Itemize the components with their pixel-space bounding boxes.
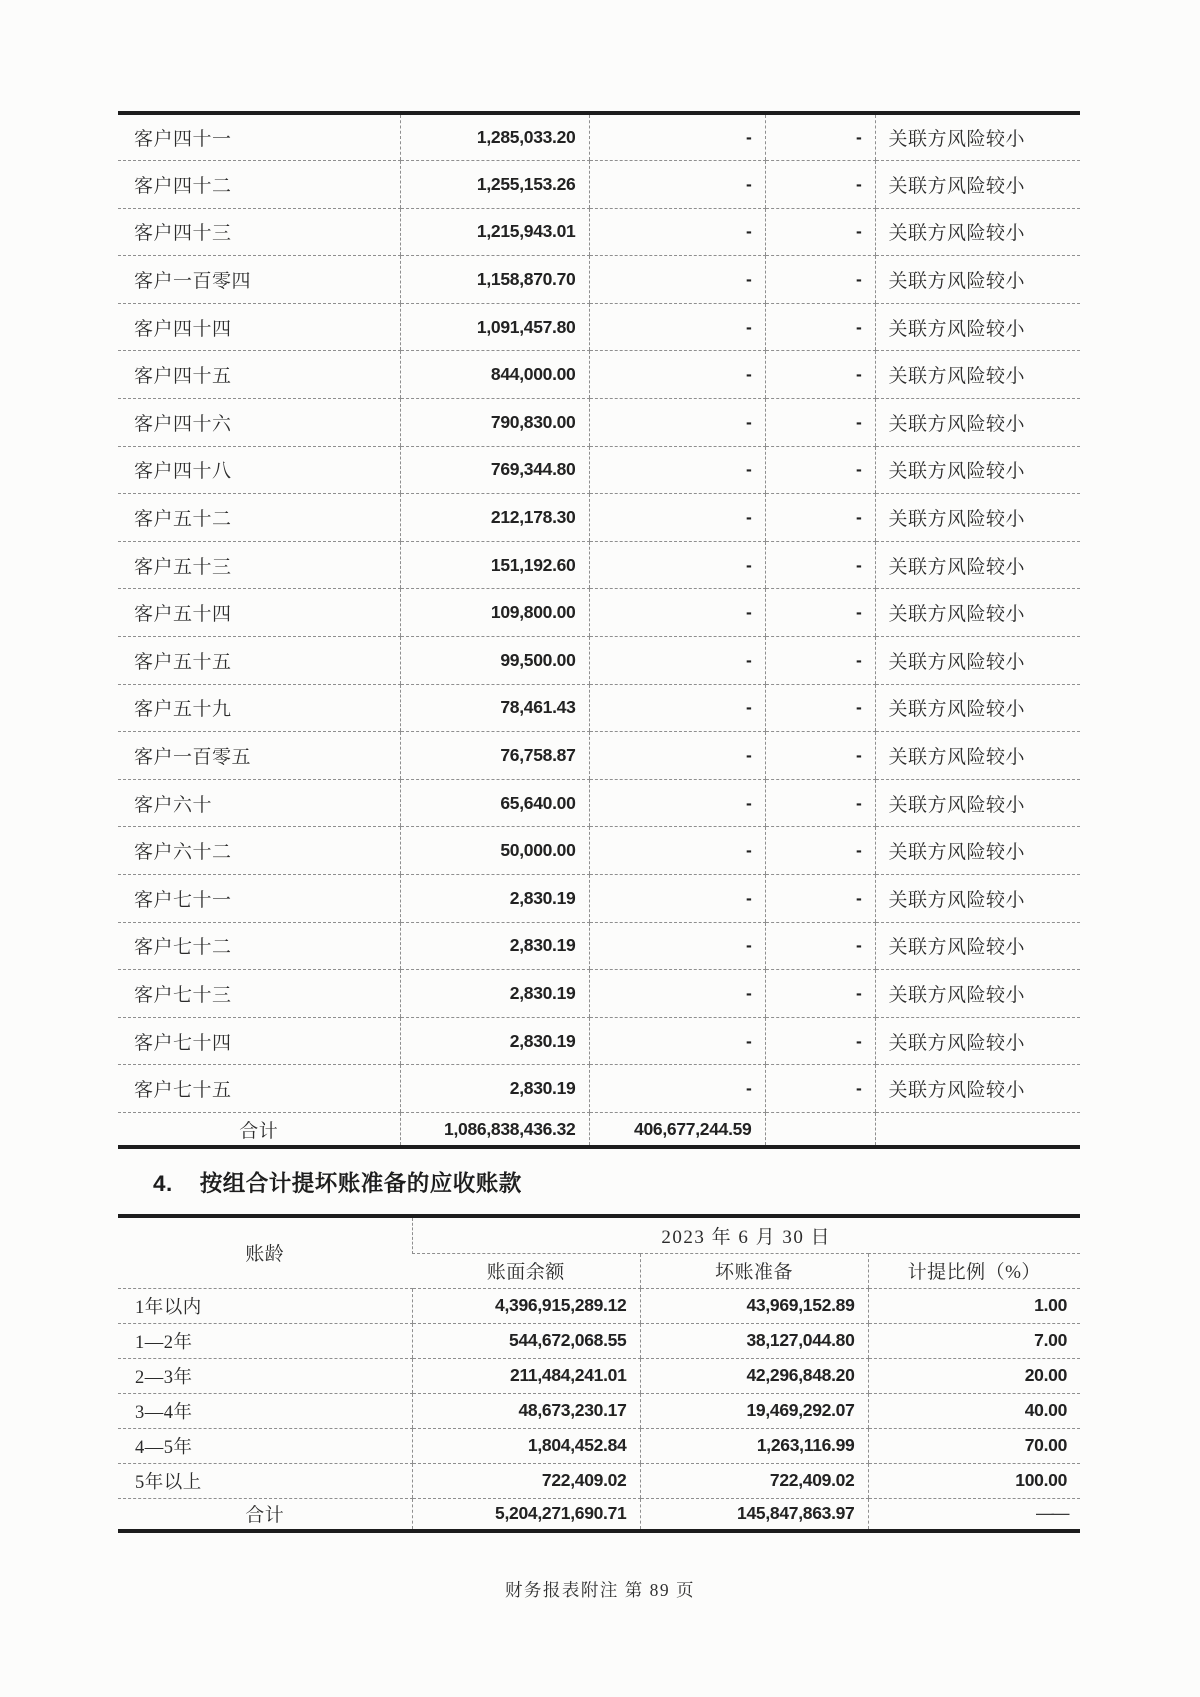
ratio-dash-cell: - bbox=[765, 161, 875, 209]
table-row bbox=[118, 303, 1080, 351]
balance-cell: 1,285,033.20 bbox=[400, 113, 589, 161]
customer-name-cell: 客户六十 bbox=[118, 779, 400, 827]
date-header-cell: 2023 年 6 月 30 日 bbox=[412, 1216, 1080, 1253]
ratio-dash-cell: - bbox=[765, 922, 875, 970]
ratio-dash-cell: - bbox=[765, 256, 875, 304]
balance-cell: 2,830.19 bbox=[400, 922, 589, 970]
ratio-dash-cell: - bbox=[765, 732, 875, 780]
balance-cell: 790,830.00 bbox=[400, 399, 589, 447]
total-provision-cell: 145,847,863.97 bbox=[640, 1498, 868, 1531]
ratio-cell: 40.00 bbox=[868, 1393, 1080, 1428]
aging-cell: 4—5年 bbox=[118, 1428, 412, 1463]
provision-cell: 19,469,292.07 bbox=[640, 1393, 868, 1428]
ratio-dash-cell: - bbox=[765, 351, 875, 399]
customer-name-cell: 客户六十二 bbox=[118, 827, 400, 875]
provision-dash-cell: - bbox=[589, 875, 765, 923]
note-cell: 关联方风险较小 bbox=[875, 541, 1080, 589]
aging-cell: 1—2年 bbox=[118, 1323, 412, 1358]
table-row bbox=[118, 399, 1080, 447]
provision-dash-cell: - bbox=[589, 351, 765, 399]
note-cell: 关联方风险较小 bbox=[875, 637, 1080, 685]
table-row bbox=[118, 494, 1080, 542]
note-cell: 关联方风险较小 bbox=[875, 161, 1080, 209]
table-row bbox=[118, 970, 1080, 1018]
balance-cell: 48,673,230.17 bbox=[412, 1393, 640, 1428]
table2-header-row-1 bbox=[118, 1216, 1080, 1253]
customer-name-cell: 客户五十五 bbox=[118, 637, 400, 685]
customer-name-cell: 客户七十二 bbox=[118, 922, 400, 970]
note-cell: 关联方风险较小 bbox=[875, 351, 1080, 399]
ratio-cell: 1.00 bbox=[868, 1288, 1080, 1323]
provision-cell: 722,409.02 bbox=[640, 1463, 868, 1498]
provision-dash-cell: - bbox=[589, 922, 765, 970]
aging-cell: 2—3年 bbox=[118, 1358, 412, 1393]
table-row bbox=[118, 1065, 1080, 1113]
ratio-dash-cell: - bbox=[765, 684, 875, 732]
table1-body bbox=[118, 113, 1080, 1147]
table1-total-row bbox=[118, 1112, 1080, 1147]
ratio-dash-cell: - bbox=[765, 541, 875, 589]
provision-cell: 42,296,848.20 bbox=[640, 1358, 868, 1393]
provision-dash-cell: - bbox=[589, 637, 765, 685]
table-row bbox=[118, 922, 1080, 970]
aging-header-cell: 账龄 bbox=[118, 1216, 412, 1288]
ratio-dash-cell: - bbox=[765, 446, 875, 494]
table-row bbox=[118, 351, 1080, 399]
ratio-dash-cell: - bbox=[765, 1017, 875, 1065]
provision-cell: 38,127,044.80 bbox=[640, 1323, 868, 1358]
note-cell: 关联方风险较小 bbox=[875, 303, 1080, 351]
balance-cell: 50,000.00 bbox=[400, 827, 589, 875]
ratio-dash-cell: - bbox=[765, 208, 875, 256]
balance-cell: 2,830.19 bbox=[400, 1065, 589, 1113]
table-row bbox=[118, 208, 1080, 256]
note-cell: 关联方风险较小 bbox=[875, 1017, 1080, 1065]
table-row bbox=[118, 732, 1080, 780]
ratio-header-cell: 计提比例（%） bbox=[868, 1253, 1080, 1288]
table2-body bbox=[118, 1216, 1080, 1531]
table-row bbox=[118, 1017, 1080, 1065]
customer-name-cell: 客户七十四 bbox=[118, 1017, 400, 1065]
table2-total-row bbox=[118, 1498, 1080, 1531]
table-row bbox=[118, 256, 1080, 304]
table-row bbox=[118, 1288, 1080, 1323]
customer-name-cell: 客户一百零四 bbox=[118, 256, 400, 304]
ratio-cell: 20.00 bbox=[868, 1358, 1080, 1393]
table-row bbox=[118, 684, 1080, 732]
customer-name-cell: 客户四十五 bbox=[118, 351, 400, 399]
table-row bbox=[118, 779, 1080, 827]
section-title: 按组合计提坏账准备的应收账款 bbox=[199, 1171, 522, 1196]
balance-cell: 1,804,452.84 bbox=[412, 1428, 640, 1463]
ratio-dash-cell: - bbox=[765, 494, 875, 542]
ratio-dash-cell: - bbox=[765, 1065, 875, 1113]
ratio-dash-cell: - bbox=[765, 779, 875, 827]
provision-cell: 1,263,116.99 bbox=[640, 1428, 868, 1463]
ratio-dash-cell: - bbox=[765, 589, 875, 637]
note-cell: 关联方风险较小 bbox=[875, 827, 1080, 875]
related-party-receivables-table bbox=[118, 111, 1080, 1149]
provision-dash-cell: - bbox=[589, 113, 765, 161]
table-row bbox=[118, 541, 1080, 589]
total-note-cell bbox=[875, 1112, 1080, 1147]
customer-name-cell: 客户四十六 bbox=[118, 399, 400, 447]
customer-name-cell: 客户一百零五 bbox=[118, 732, 400, 780]
provision-dash-cell: - bbox=[589, 303, 765, 351]
provision-dash-cell: - bbox=[589, 684, 765, 732]
provision-dash-cell: - bbox=[589, 1017, 765, 1065]
note-cell: 关联方风险较小 bbox=[875, 779, 1080, 827]
balance-cell: 1,091,457.80 bbox=[400, 303, 589, 351]
aging-cell: 5年以上 bbox=[118, 1463, 412, 1498]
note-cell: 关联方风险较小 bbox=[875, 589, 1080, 637]
balance-cell: 1,158,870.70 bbox=[400, 256, 589, 304]
total-balance-cell: 1,086,838,436.32 bbox=[400, 1112, 589, 1147]
total-ratio-cell bbox=[765, 1112, 875, 1147]
balance-cell: 109,800.00 bbox=[400, 589, 589, 637]
customer-name-cell: 客户五十九 bbox=[118, 684, 400, 732]
note-cell: 关联方风险较小 bbox=[875, 684, 1080, 732]
provision-dash-cell: - bbox=[589, 970, 765, 1018]
provision-dash-cell: - bbox=[589, 161, 765, 209]
table-row bbox=[118, 827, 1080, 875]
customer-name-cell: 客户四十一 bbox=[118, 113, 400, 161]
customer-name-cell: 客户四十三 bbox=[118, 208, 400, 256]
customer-name-cell: 客户五十三 bbox=[118, 541, 400, 589]
balance-cell: 151,192.60 bbox=[400, 541, 589, 589]
provision-dash-cell: - bbox=[589, 732, 765, 780]
ratio-cell: 7.00 bbox=[868, 1323, 1080, 1358]
balance-cell: 1,255,153.26 bbox=[400, 161, 589, 209]
aging-cell: 3—4年 bbox=[118, 1393, 412, 1428]
table-row bbox=[118, 113, 1080, 161]
customer-name-cell: 客户四十二 bbox=[118, 161, 400, 209]
table-row bbox=[118, 1428, 1080, 1463]
note-cell: 关联方风险较小 bbox=[875, 113, 1080, 161]
ratio-dash-cell: - bbox=[765, 875, 875, 923]
note-cell: 关联方风险较小 bbox=[875, 875, 1080, 923]
section-number: 4. bbox=[153, 1171, 173, 1196]
table-row bbox=[118, 1463, 1080, 1498]
balance-cell: 65,640.00 bbox=[400, 779, 589, 827]
ratio-cell: 100.00 bbox=[868, 1463, 1080, 1498]
note-cell: 关联方风险较小 bbox=[875, 970, 1080, 1018]
provision-dash-cell: - bbox=[589, 399, 765, 447]
balance-cell: 2,830.19 bbox=[400, 970, 589, 1018]
provision-dash-cell: - bbox=[589, 494, 765, 542]
customer-name-cell: 客户五十二 bbox=[118, 494, 400, 542]
ratio-dash-cell: - bbox=[765, 637, 875, 685]
note-cell: 关联方风险较小 bbox=[875, 208, 1080, 256]
balance-cell: 4,396,915,289.12 bbox=[412, 1288, 640, 1323]
customer-name-cell: 客户五十四 bbox=[118, 589, 400, 637]
balance-cell: 211,484,241.01 bbox=[412, 1358, 640, 1393]
provision-dash-cell: - bbox=[589, 446, 765, 494]
section-heading bbox=[153, 1166, 522, 1198]
balance-cell: 722,409.02 bbox=[412, 1463, 640, 1498]
aging-analysis-table bbox=[118, 1214, 1080, 1533]
provision-cell: 43,969,152.89 bbox=[640, 1288, 868, 1323]
note-cell: 关联方风险较小 bbox=[875, 399, 1080, 447]
balance-cell: 844,000.00 bbox=[400, 351, 589, 399]
provision-dash-cell: - bbox=[589, 208, 765, 256]
provision-dash-cell: - bbox=[589, 589, 765, 637]
table-row bbox=[118, 1393, 1080, 1428]
provision-dash-cell: - bbox=[589, 827, 765, 875]
balance-cell: 769,344.80 bbox=[400, 446, 589, 494]
total-balance-cell: 5,204,271,690.71 bbox=[412, 1498, 640, 1531]
total-label-cell: 合计 bbox=[245, 1505, 285, 1527]
customer-name-cell: 客户七十一 bbox=[118, 875, 400, 923]
note-cell: 关联方风险较小 bbox=[875, 494, 1080, 542]
provision-header-cell: 坏账准备 bbox=[640, 1253, 868, 1288]
provision-dash-cell: - bbox=[589, 541, 765, 589]
note-cell: 关联方风险较小 bbox=[875, 922, 1080, 970]
total-provision-cell: 406,677,244.59 bbox=[589, 1112, 765, 1147]
ratio-dash-cell: - bbox=[765, 970, 875, 1018]
balance-cell: 76,758.87 bbox=[400, 732, 589, 780]
page-footer: 财务报表附注 第 89 页 bbox=[504, 1580, 696, 1600]
customer-name-cell: 客户四十八 bbox=[118, 446, 400, 494]
balance-cell: 78,461.43 bbox=[400, 684, 589, 732]
provision-dash-cell: - bbox=[589, 256, 765, 304]
balance-cell: 212,178.30 bbox=[400, 494, 589, 542]
table-row bbox=[118, 1323, 1080, 1358]
ratio-dash-cell: - bbox=[765, 113, 875, 161]
note-cell: 关联方风险较小 bbox=[875, 732, 1080, 780]
table-row bbox=[118, 161, 1080, 209]
total-ratio-cell: —— bbox=[868, 1498, 1080, 1531]
ratio-dash-cell: - bbox=[765, 399, 875, 447]
balance-header-cell: 账面余额 bbox=[412, 1253, 640, 1288]
balance-cell: 2,830.19 bbox=[400, 875, 589, 923]
balance-cell: 99,500.00 bbox=[400, 637, 589, 685]
provision-dash-cell: - bbox=[589, 1065, 765, 1113]
balance-cell: 2,830.19 bbox=[400, 1017, 589, 1065]
table-row bbox=[118, 589, 1080, 637]
note-cell: 关联方风险较小 bbox=[875, 446, 1080, 494]
balance-cell: 544,672,068.55 bbox=[412, 1323, 640, 1358]
note-cell: 关联方风险较小 bbox=[875, 1065, 1080, 1113]
table-row bbox=[118, 1358, 1080, 1393]
ratio-dash-cell: - bbox=[765, 303, 875, 351]
balance-cell: 1,215,943.01 bbox=[400, 208, 589, 256]
ratio-cell: 70.00 bbox=[868, 1428, 1080, 1463]
ratio-dash-cell: - bbox=[765, 827, 875, 875]
table-row bbox=[118, 637, 1080, 685]
table-row bbox=[118, 446, 1080, 494]
note-cell: 关联方风险较小 bbox=[875, 256, 1080, 304]
table-row bbox=[118, 875, 1080, 923]
provision-dash-cell: - bbox=[589, 779, 765, 827]
customer-name-cell: 客户四十四 bbox=[118, 303, 400, 351]
aging-cell: 1年以内 bbox=[118, 1288, 412, 1323]
customer-name-cell: 客户七十五 bbox=[118, 1065, 400, 1113]
total-label-cell: 合计 bbox=[239, 1120, 279, 1142]
customer-name-cell: 客户七十三 bbox=[118, 970, 400, 1018]
